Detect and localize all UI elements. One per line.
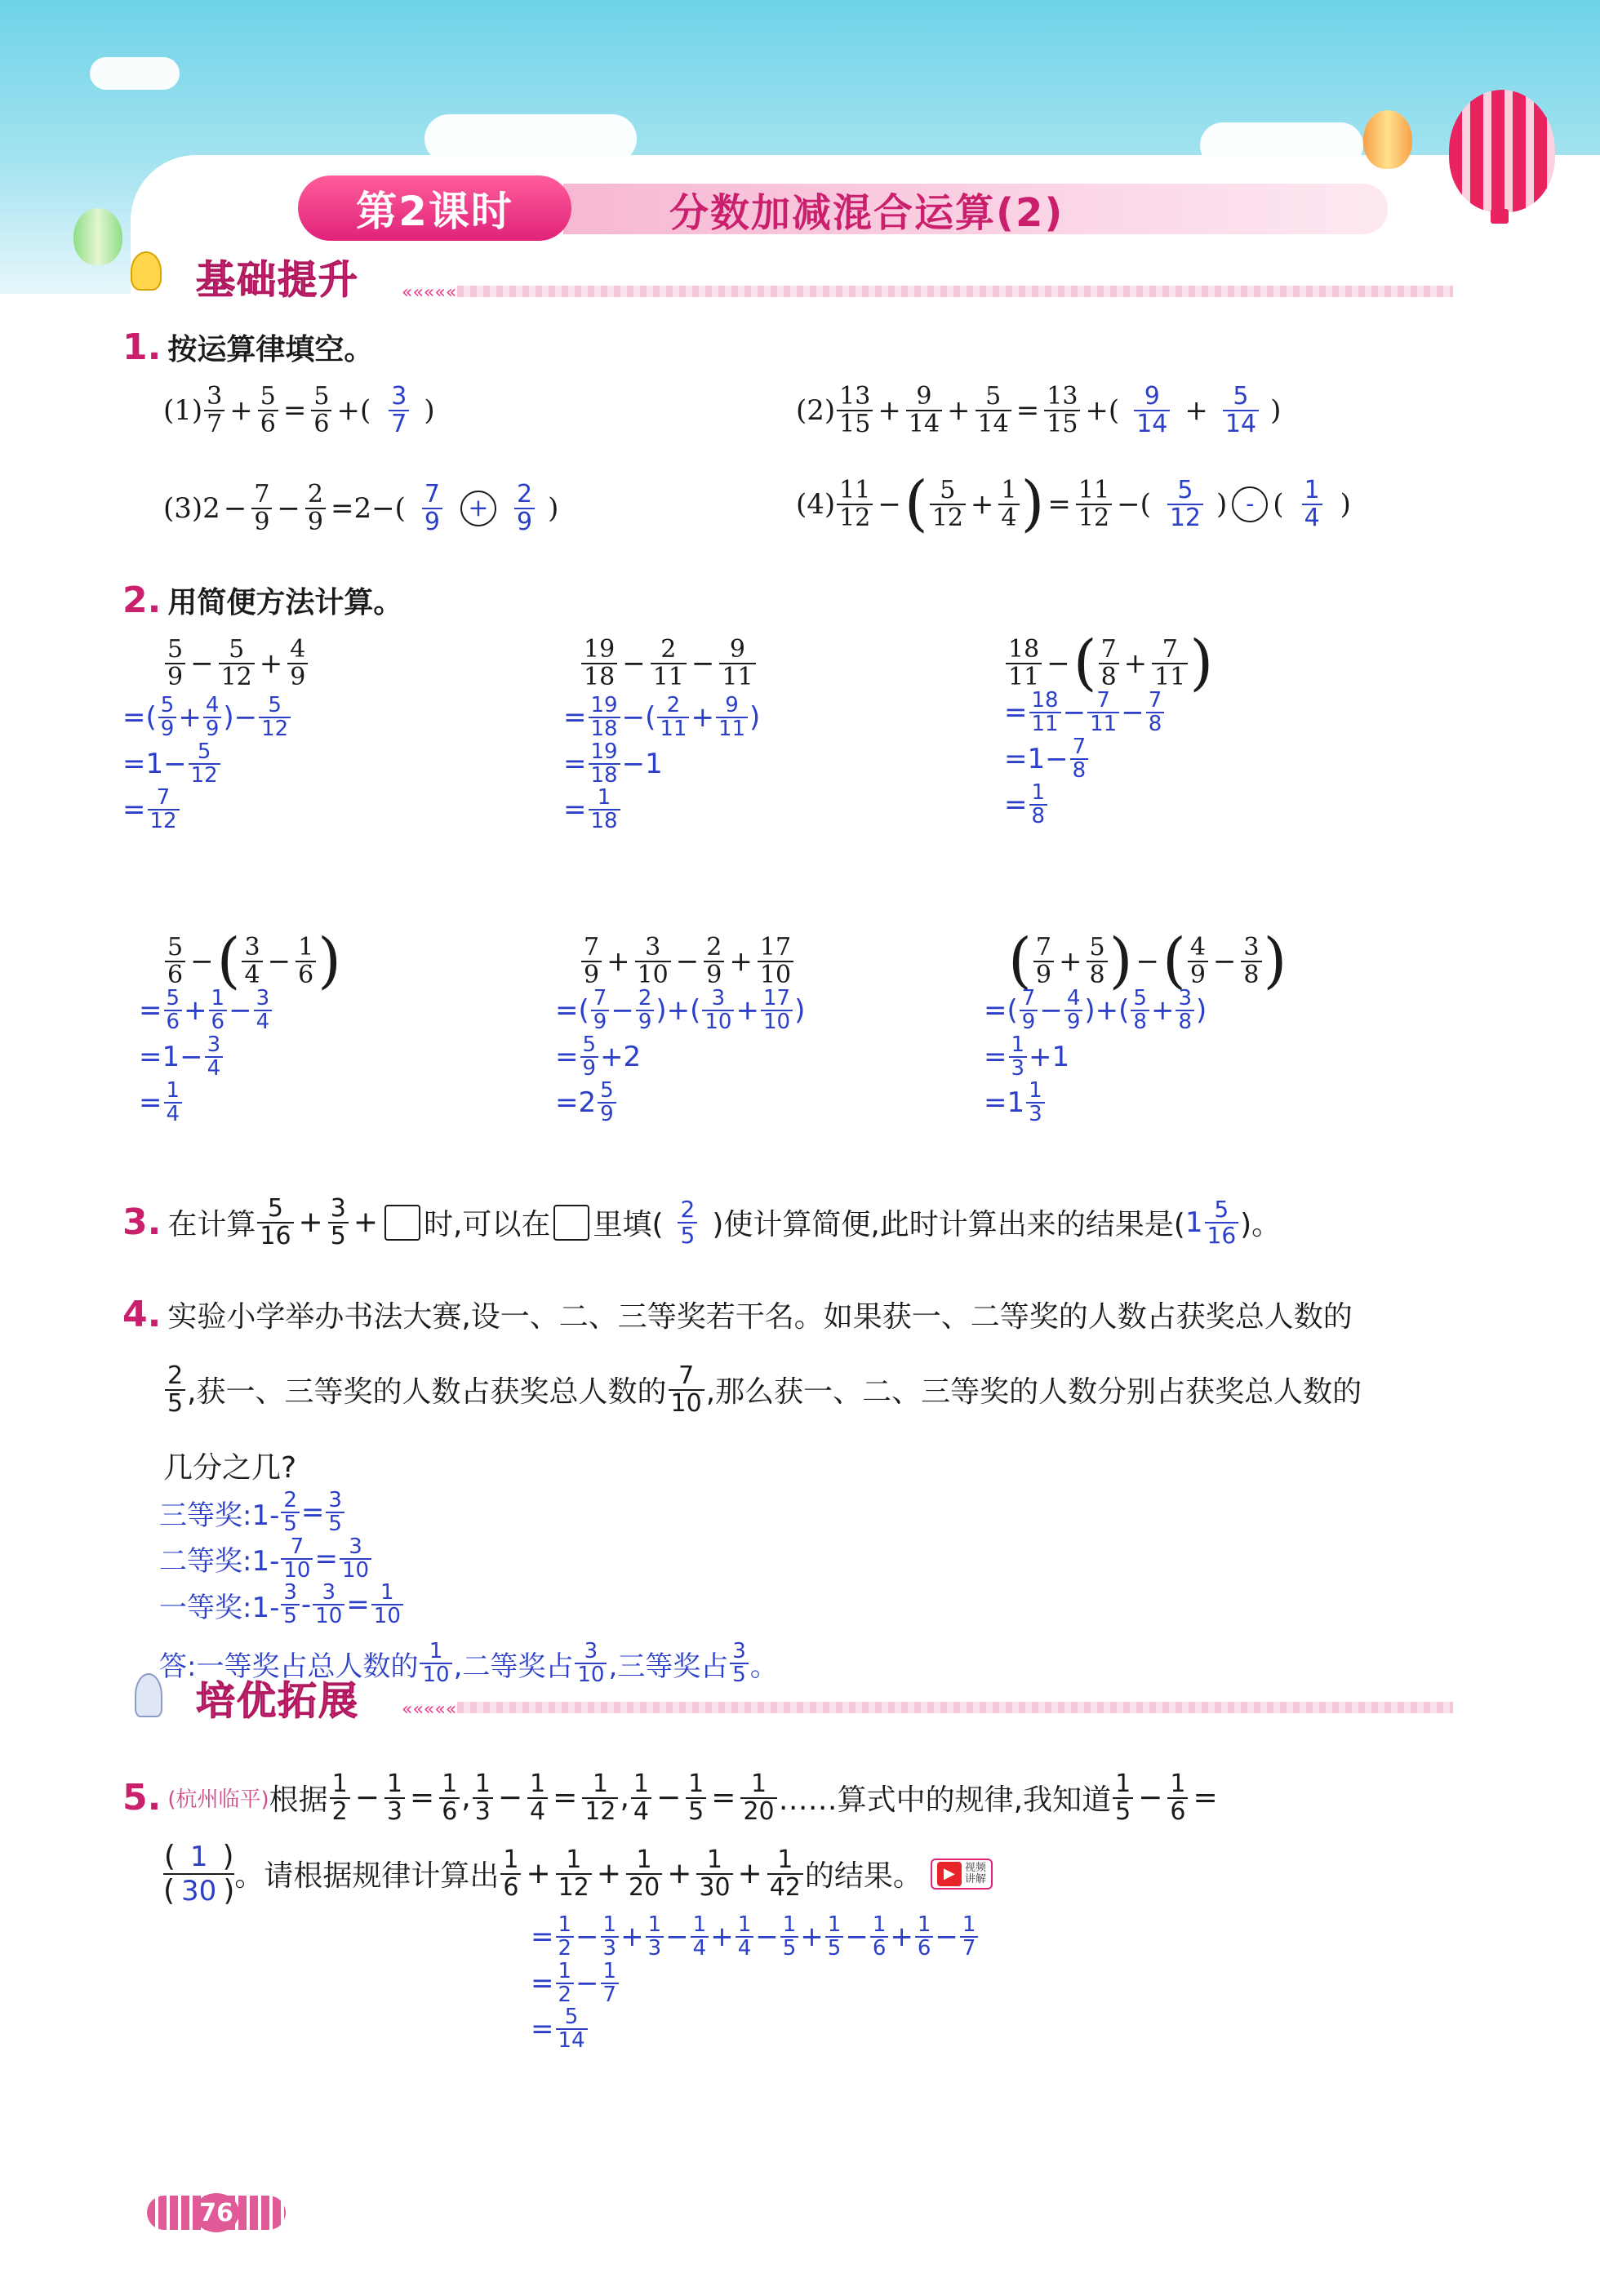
q4-text: ,那么获一、二、三等奖的人数分别占获奖总人数的 xyxy=(705,1375,1362,1409)
section-band xyxy=(457,1702,1453,1713)
q5-source: (杭州临平) xyxy=(167,1788,269,1812)
answer-blank: 9 14 xyxy=(1134,384,1170,437)
question-number: 1. xyxy=(122,326,162,368)
q5-answer-fraction: ( 1 ) ( 30 ) xyxy=(163,1840,235,1907)
question-prompt: 用简便方法计算。 xyxy=(167,586,403,620)
calc-block: 5 6 − ( 3 4 − $\frac{1}{6}$ ) = 5 6 + 1 6 − 3 4 =1− 3 4 = 1 4 xyxy=(139,925,342,1127)
operator-circle: - xyxy=(1232,486,1268,522)
balloon-basket-icon xyxy=(1491,209,1509,224)
q1-part-4: (4) 11 12 − ( 5 12 + $\frac{1}{4}$ ) = $\frac{11}{12}$ −( 5 12 ) - ( 1 4 ) xyxy=(796,468,1351,539)
operator-circle: + xyxy=(460,491,496,526)
calc-block: 18 11 − ( 7 8 + $\frac{7}{11}$ ) = 18 11 − 7 11 − 7 8 =1− 7 8 = 1 8 xyxy=(1004,627,1214,829)
answer-blank: $\frac{5}{14}$ xyxy=(1223,384,1259,437)
answer-blank: $\frac{2}{9}$ xyxy=(514,482,535,535)
balloon-icon xyxy=(1363,110,1412,169)
answer-whole: 1 xyxy=(1184,1206,1203,1239)
blank-box xyxy=(553,1205,589,1241)
question-4-line-1 xyxy=(122,1294,1353,1335)
q5-text: 根据 xyxy=(269,1783,328,1817)
section-title-basic: 基础提升 xyxy=(196,257,360,303)
calc-block: ( 7 9 + $\frac{5}{8}$ ) − ( 4 9 − $\frac{3}{8}$ ) =( 7 9 − 4 9 )+( 5 8 + 3 8 ) = 1 3 +1 =1 1 3 xyxy=(984,925,1287,1127)
q3-text: 里填( xyxy=(593,1208,664,1241)
q3-text: )使计算简便,此时计算出来的结果是( xyxy=(712,1208,1185,1241)
q5-text: ……算式中的规律,我知道 xyxy=(778,1783,1112,1817)
question-number: 3. xyxy=(122,1201,162,1243)
lesson-label: 第2课时 xyxy=(298,175,571,241)
question-4-line-2: 2 5 ,获一、三等奖的人数占获奖总人数的 7 10 ,那么获一、二、三等奖的人数分别占获奖总人数的 xyxy=(163,1363,1362,1416)
section-band xyxy=(457,286,1453,297)
play-icon: ▶ xyxy=(937,1862,962,1886)
calc-block: 7 9 + $\frac{3}{10}$ − $\frac{2}{9}$ + $\frac{17}{10}$ =( 7 9 − 2 9 )+( 3 10 + 17 10 ) = 5 9 +2 =2 5 9 xyxy=(555,933,806,1127)
video-lecture-button[interactable] xyxy=(931,1859,993,1890)
cloud xyxy=(90,57,180,90)
part-label: (3) xyxy=(163,491,203,525)
question-3: 3. 在计算 5 16 + $\frac{3}{5}$ + 时,可以在 里填( 2 5 )使计算简便,此时计算出来的结果是( 1 5 16 )。 xyxy=(122,1194,1282,1250)
page-number xyxy=(147,2196,286,2230)
q5-text: 。请根据规律计算出 xyxy=(234,1859,500,1894)
page-number-value: 76 xyxy=(193,2193,239,2232)
q4-text: 实验小学举办书法大赛,设一、二、三等奖若干名。如果获一、二等奖的人数占获奖总人数的 xyxy=(167,1300,1353,1334)
q3-text: )。 xyxy=(1240,1208,1282,1241)
answer-blank: 5 12 xyxy=(1167,477,1203,531)
q1-part-1: (1) 3 7 + $\frac{5}{6}$ = $\frac{5}{6}$ +( 3 7 ) xyxy=(163,382,435,438)
question-1-header xyxy=(122,326,373,368)
question-5-line-2: ( 1 ) ( 30 ) 。请根据规律计算出 1 6 + $\frac{1}{12}$ + $\frac{1}{20}$ + $\frac{1}{30}$ + $\frac{1}{42}$ 的结果。 ▶ 视频 讲解 xyxy=(163,1841,993,1907)
question-number: 4. xyxy=(122,1294,162,1335)
q4-work: 三等奖:1- $\frac{2}{5}$ = $\frac{3}{5}$ 二等奖:1- $\frac{7}{10}$ = $\frac{3}{10}$ 一等奖:1- 3 5 - $\frac{3}{10}$ = $\frac{1}{10}$ xyxy=(159,1490,405,1628)
question-prompt: 按运算律填空。 xyxy=(167,333,374,366)
section-arrows: ««««« xyxy=(402,282,457,303)
q3-text: 在计算 xyxy=(167,1208,256,1241)
answer-blank: 7 9 xyxy=(422,482,442,535)
answer-blank: 3 7 xyxy=(389,384,409,437)
section-title-advanced: 培优拓展 xyxy=(196,1678,360,1724)
balloon-icon xyxy=(73,208,122,265)
lightbulb-icon xyxy=(131,251,162,291)
blank-box xyxy=(384,1205,420,1241)
lesson-title: 分数加减混合运算(2) xyxy=(669,190,1064,236)
q1-part-2: (2) 13 15 + $\frac{9}{14}$ + $\frac{5}{14}$ = $\frac{13}{15}$ +( 9 14 + $\frac{5}{14}$ ) xyxy=(796,382,1282,438)
q4-text: ,获一、三等奖的人数占获奖总人数的 xyxy=(187,1375,667,1409)
answer-blank: 2 5 xyxy=(678,1197,697,1247)
question-2-header xyxy=(122,580,402,621)
q5-text: 的结果。 xyxy=(804,1859,922,1894)
video-label: 视频 xyxy=(964,1861,986,1874)
q3-text: 时,可以在 xyxy=(423,1208,551,1241)
rocket-icon xyxy=(135,1673,162,1717)
video-label: 讲解 xyxy=(964,1872,986,1885)
part-label: (4) xyxy=(796,487,836,521)
question-number: 2. xyxy=(122,580,162,621)
part-label: (1) xyxy=(163,393,203,427)
balloon-icon xyxy=(1449,90,1555,212)
q1-part-3: (3) 2 − $\frac{7}{9}$ − $\frac{2}{9}$ =2−( 7 9 + $\frac{2}{9}$ ) xyxy=(163,480,559,536)
q4-text: 几分之几? xyxy=(163,1451,297,1485)
question-5-line-1: 5. (杭州临平) 根据 1 2 − $\frac{1}{3}$ = $\frac{1}{6}$ , 1 3 − $\frac{1}{4}$ = $\frac{1}{12}$ , 1 4 − $\frac{1}{5}$ = $\frac{1}{20}$ ……算式中的规律,我知道 1 5 − $\frac{1}{6}$ = xyxy=(122,1770,1218,1826)
q4-answer: 答:一等奖占总人数的 1 10 ,二等奖占 3 10 ,三等奖占 3 5 。 xyxy=(159,1639,778,1688)
part-label: (2) xyxy=(796,393,836,427)
calc-block: 19 18 − $\frac{2}{11}$ − $\frac{9}{11}$ = 19 18 −( 2 11 + 9 11 ) = 19 18 −1 = 1 18 xyxy=(563,635,761,834)
q5-work: = 1 2 − 1 3 + 1 3 − 1 4 + 1 4 − 1 5 + 1 5 − 1 6 + 1 6 − 1 7 = 1 2 − 1 7 = 5 14 xyxy=(531,1914,980,2053)
answer-blank: 1 4 xyxy=(1302,477,1322,531)
question-number: 5. xyxy=(122,1777,162,1819)
calc-block: 5 9 − $\frac{5}{12}$ + $\frac{4}{9}$ =( 5 9 + 4 9 )− 5 12 =1− 5 12 = 7 12 xyxy=(122,637,309,833)
answer-blank: 5 16 xyxy=(1205,1197,1239,1247)
section-arrows: ««««« xyxy=(402,1699,457,1720)
